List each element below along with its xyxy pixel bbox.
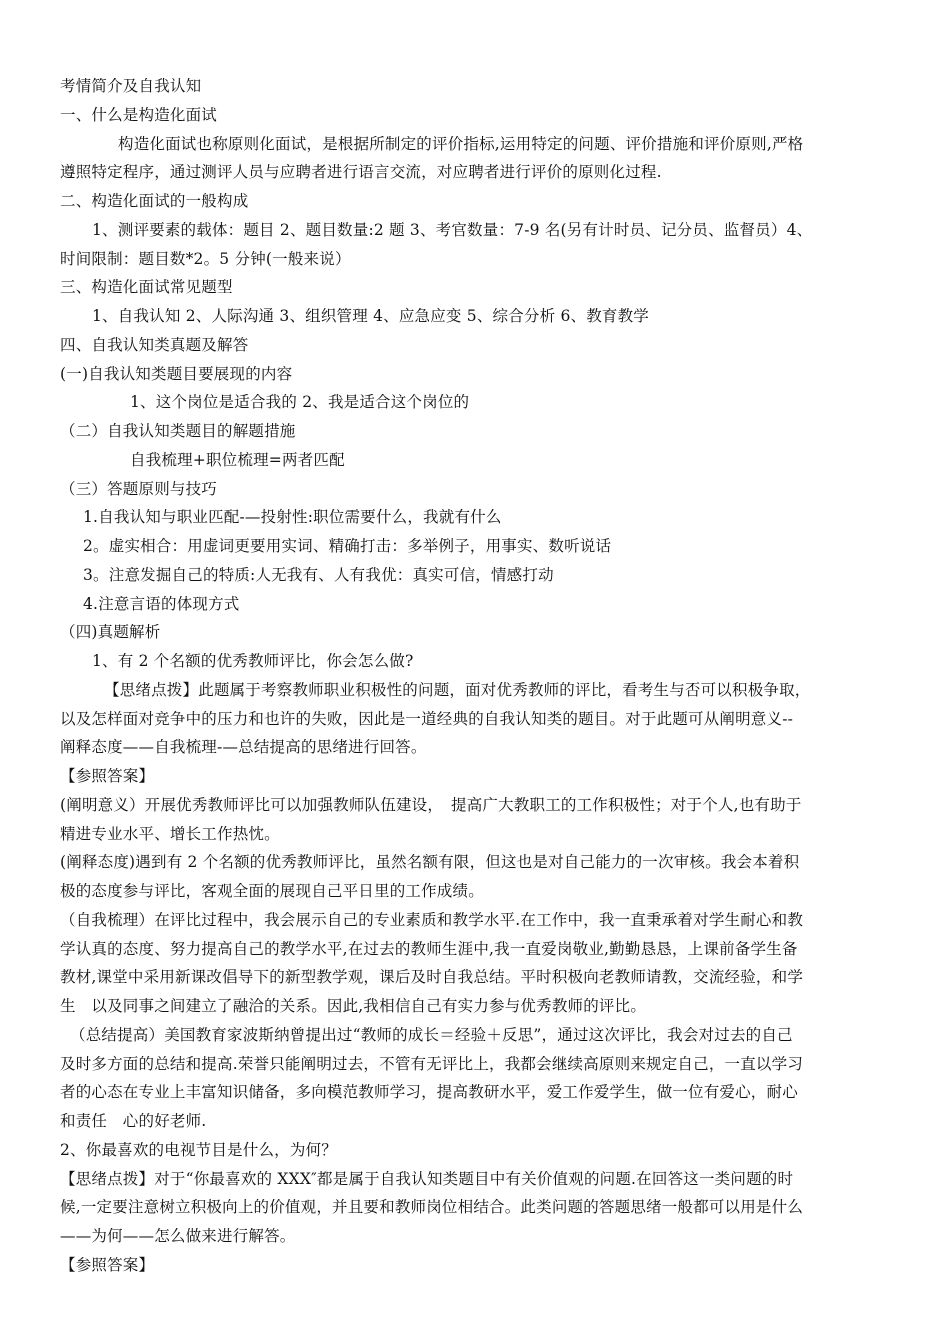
list-item: 1.自我认知与职业匹配-—投射性:职位需要什么，我就有什么 (83, 508, 502, 526)
paragraph-line: 【思绪点拨】对于“你最喜欢的 XXX″都是属于自我认知类题目中有关价值观的问题.在回答这一类问题的时 (60, 1170, 794, 1188)
paragraph-line: 自我梳理+职位梳理=两者匹配 (130, 451, 345, 469)
doc-title: 考情简介及自我认知 (60, 77, 202, 95)
paragraph-line: （总结提高）美国教育家波斯纳曾提出过“教师的成长＝经验＋反思”，通过这次评比，我会对过去的自己 (70, 1026, 793, 1044)
section-heading: 一、什么是构造化面试 (60, 106, 218, 124)
paragraph-line: 1、自我认知 2、人际沟通 3、组织管理 4、应急应变 5、综合分析 6、教育教学 (92, 307, 650, 325)
question-line: 2、你最喜欢的电视节目是什么，为何？ (60, 1141, 337, 1159)
list-item: 3。注意发掘自己的特质:人无我有、人有我优：真实可信，情感打动 (83, 566, 554, 584)
answer-heading: 【参照答案】 (60, 767, 155, 785)
paragraph-line: (阐明意义）开展优秀教师评比可以加强教师队伍建设， 提高广大教职工的工作积极性；对于个人,也有助于 (60, 796, 802, 814)
list-item: 2。虚实相合：用虚词更要用实词、精确打击：多举例子，用事实、数听说话 (83, 537, 612, 555)
question-line: 1、有 2 个名额的优秀教师评比，你会怎么做? (92, 652, 414, 670)
subsection-heading: （二）自我认知类题目的解题措施 (60, 422, 296, 440)
paragraph-line: 以及怎样面对竞争中的压力和也许的失败，因此是一道经典的自我认知类的题目。对于此题可从阐明意义-- (60, 710, 794, 728)
answer-heading: 【参照答案】 (60, 1256, 155, 1274)
section-heading: 四、自我认知类真题及解答 (60, 336, 249, 354)
paragraph-line: 和责任 心的好老师. (60, 1112, 207, 1130)
paragraph-line: 时间限制：题目数*2。5 分钟(一般来说） (60, 250, 351, 268)
paragraph-line: 及时多方面的总结和提高.荣誉只能阐明过去，不管有无评比上，我都会继续高原则来规定自己，一直以学习 (60, 1055, 804, 1073)
subsection-heading: （四)真题解析 (60, 623, 161, 641)
section-heading: 三、构造化面试常见题型 (60, 278, 233, 296)
paragraph-line: （自我梳理）在评比过程中，我会展示自己的专业素质和教学水平.在工作中，我一直秉承着对学生耐心和教 (60, 911, 804, 929)
paragraph-line: (阐释态度)遇到有 2 个名额的优秀教师评比，虽然名额有限，但这也是对自己能力的一次审核。我会本着积 (60, 853, 800, 871)
paragraph-line: 生 以及同事之间建立了融洽的关系。因此,我相信自己有实力参与优秀教师的评比。 (60, 997, 647, 1015)
subsection-heading: (一)自我认知类题目要展现的内容 (60, 365, 293, 383)
paragraph-line: 遵照特定程序，通过测评人员与应聘者进行语言交流，对应聘者进行评价的原则化过程. (60, 163, 662, 181)
paragraph-line: 候,一定要注意树立积极向上的价值观，并且要和教师岗位相结合。此类问题的答题思绪一般都可以用是什么 (60, 1198, 804, 1216)
paragraph-line: 1、测评要素的载体：题目 2、题目数量:2 题 3、考官数量：7-9 名(另有计时员、记分员、监督员）4、 (92, 221, 813, 239)
paragraph-line: ——为何——怎么做来进行解答。 (60, 1227, 296, 1245)
paragraph-line: 者的心态在专业上丰富知识储备，多向模范教师学习，提高教研水平，爱工作爱学生，做一位有爱心，耐心 (60, 1083, 798, 1101)
paragraph-line: 精进专业水平、增长工作热忱。 (60, 825, 280, 843)
section-heading: 二、构造化面试的一般构成 (60, 192, 249, 210)
paragraph-line: 【思绪点拨】此题属于考察教师职业积极性的问题，面对优秀教师的评比，看考生与否可以积极争取， (104, 681, 811, 699)
list-item: 4.注意言语的体现方式 (83, 595, 240, 613)
paragraph-line: 学认真的态度、努力提高自己的教学水平,在过去的教师生涯中,我一直爱岗敬业,勤勤恳恳，上课前备学生备 (60, 940, 798, 958)
paragraph-line: 构造化面试也称原则化面试，是根据所制定的评价指标,运用特定的问题、评价措施和评价原则,严格 (118, 135, 804, 153)
subsection-heading: （三）答题原则与技巧 (60, 480, 218, 498)
paragraph-line: 教材,课堂中采用新课改倡导下的新型教学观，课后及时自我总结。平时积极向老教师请教，交流经验，和学 (60, 968, 804, 986)
paragraph-line: 1、这个岗位是适合我的 2、我是适合这个岗位的 (130, 393, 470, 411)
paragraph-line: 极的态度参与评比，客观全面的展现自己平日里的工作成绩。 (60, 882, 484, 900)
paragraph-line: 阐释态度——自我梳理-—总结提高的思绪进行回答。 (60, 738, 427, 756)
